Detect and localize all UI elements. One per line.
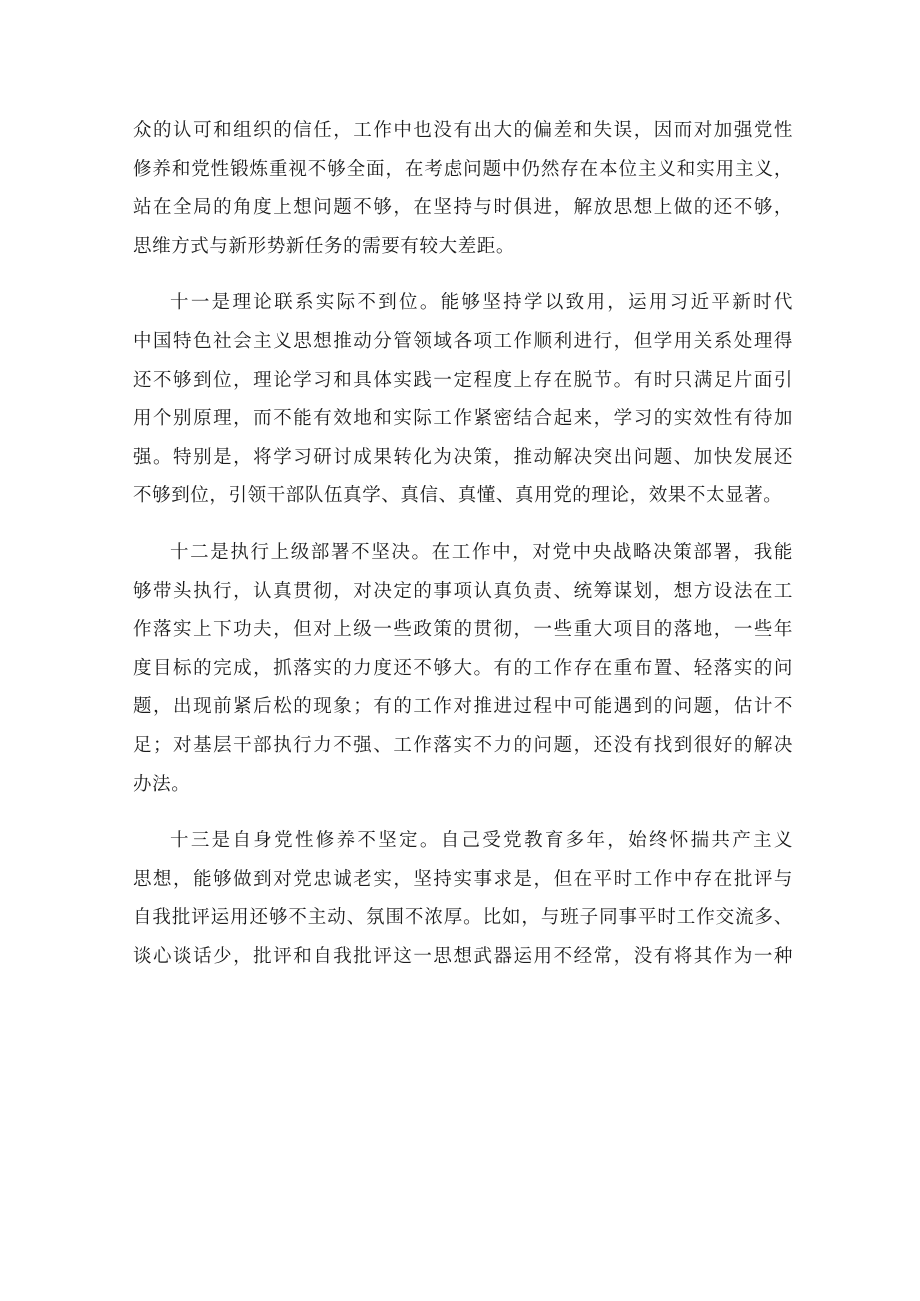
text-line: 用个别原理，而不能有效地和实际工作紧密结合起来，学习的实效性有待加 (133, 408, 793, 430)
paragraph-gap (133, 266, 793, 284)
paragraph-eleven (133, 284, 793, 516)
text-line: 还不够到位，理论学习和具体实践一定程度上存在脱节。有时只满足片面引 (133, 369, 793, 391)
text-line: 度目标的完成，抓落实的力度还不够大。有的工作存在重布置、轻落实的问 (133, 657, 793, 679)
text-line: 修养和党性锻炼重视不够全面，在考虑问题中仍然存在本位主义和实用主义， (133, 158, 793, 180)
text-line: 题，出现前紧后松的现象；有的工作对推进过程中可能遇到的问题，估计不 (133, 696, 793, 718)
text-line: 办法。 (133, 773, 191, 795)
text-line: 众的认可和组织的信任，工作中也没有出大的偏差和失误，因而对加强党性 (133, 120, 793, 141)
text-line: 强。特别是，将学习研讨成果转化为决策，推动解决突出问题、加快发展还 (133, 446, 793, 468)
text-line: 不够到位，引领干部队伍真学、真信、真懂、真用党的理论，效果不太显著。 (133, 485, 783, 507)
text-line: 思维方式与新形势新任务的需要有较大差距。 (133, 235, 516, 257)
text-line: 足；对基层干部执行力不强、工作落实不力的问题，还没有找到很好的解决 (133, 734, 793, 756)
text-line: 十二是执行上级部署不坚决。在工作中，对党中央战略决策部署，我能 (170, 541, 793, 563)
text-line: 作落实上下功夫，但对上级一些政策的贯彻，一些重大项目的落地，一些年 (133, 619, 793, 641)
text-line: 自我批评运用还够不主动、氛围不浓厚。比如，与班子同事平时工作交流多、 (133, 907, 793, 929)
text-line: 谈心谈话少，批评和自我批评这一思想武器运用不经常，没有将其作为一种 (133, 945, 793, 967)
paragraph-gap (133, 516, 793, 534)
text-line: 思想，能够做到对党忠诚老实，坚持实事求是，但在平时工作中存在批评与 (133, 868, 793, 890)
text-line: 够带头执行，认真贯彻，对决定的事项认真负责、统筹谋划，想方设法在工 (133, 580, 793, 602)
paragraph-twelve (133, 534, 793, 804)
document-body (133, 112, 793, 976)
text-line: 中国特色社会主义思想推动分管领域各项工作顺利进行，但学用关系处理得 (133, 330, 793, 352)
text-line: 站在全局的角度上想问题不够，在坚持与时俱进，解放思想上做的还不够， (133, 197, 793, 219)
text-line: 十一是理论联系实际不到位。能够坚持学以致用，运用习近平新时代 (170, 292, 793, 314)
paragraph-continuation (133, 112, 793, 266)
text-line: 十三是自身党性修养不坚定。自己受党教育多年，始终怀揣共产主义 (170, 830, 793, 852)
paragraph-gap (133, 804, 793, 822)
paragraph-thirteen (133, 822, 793, 976)
